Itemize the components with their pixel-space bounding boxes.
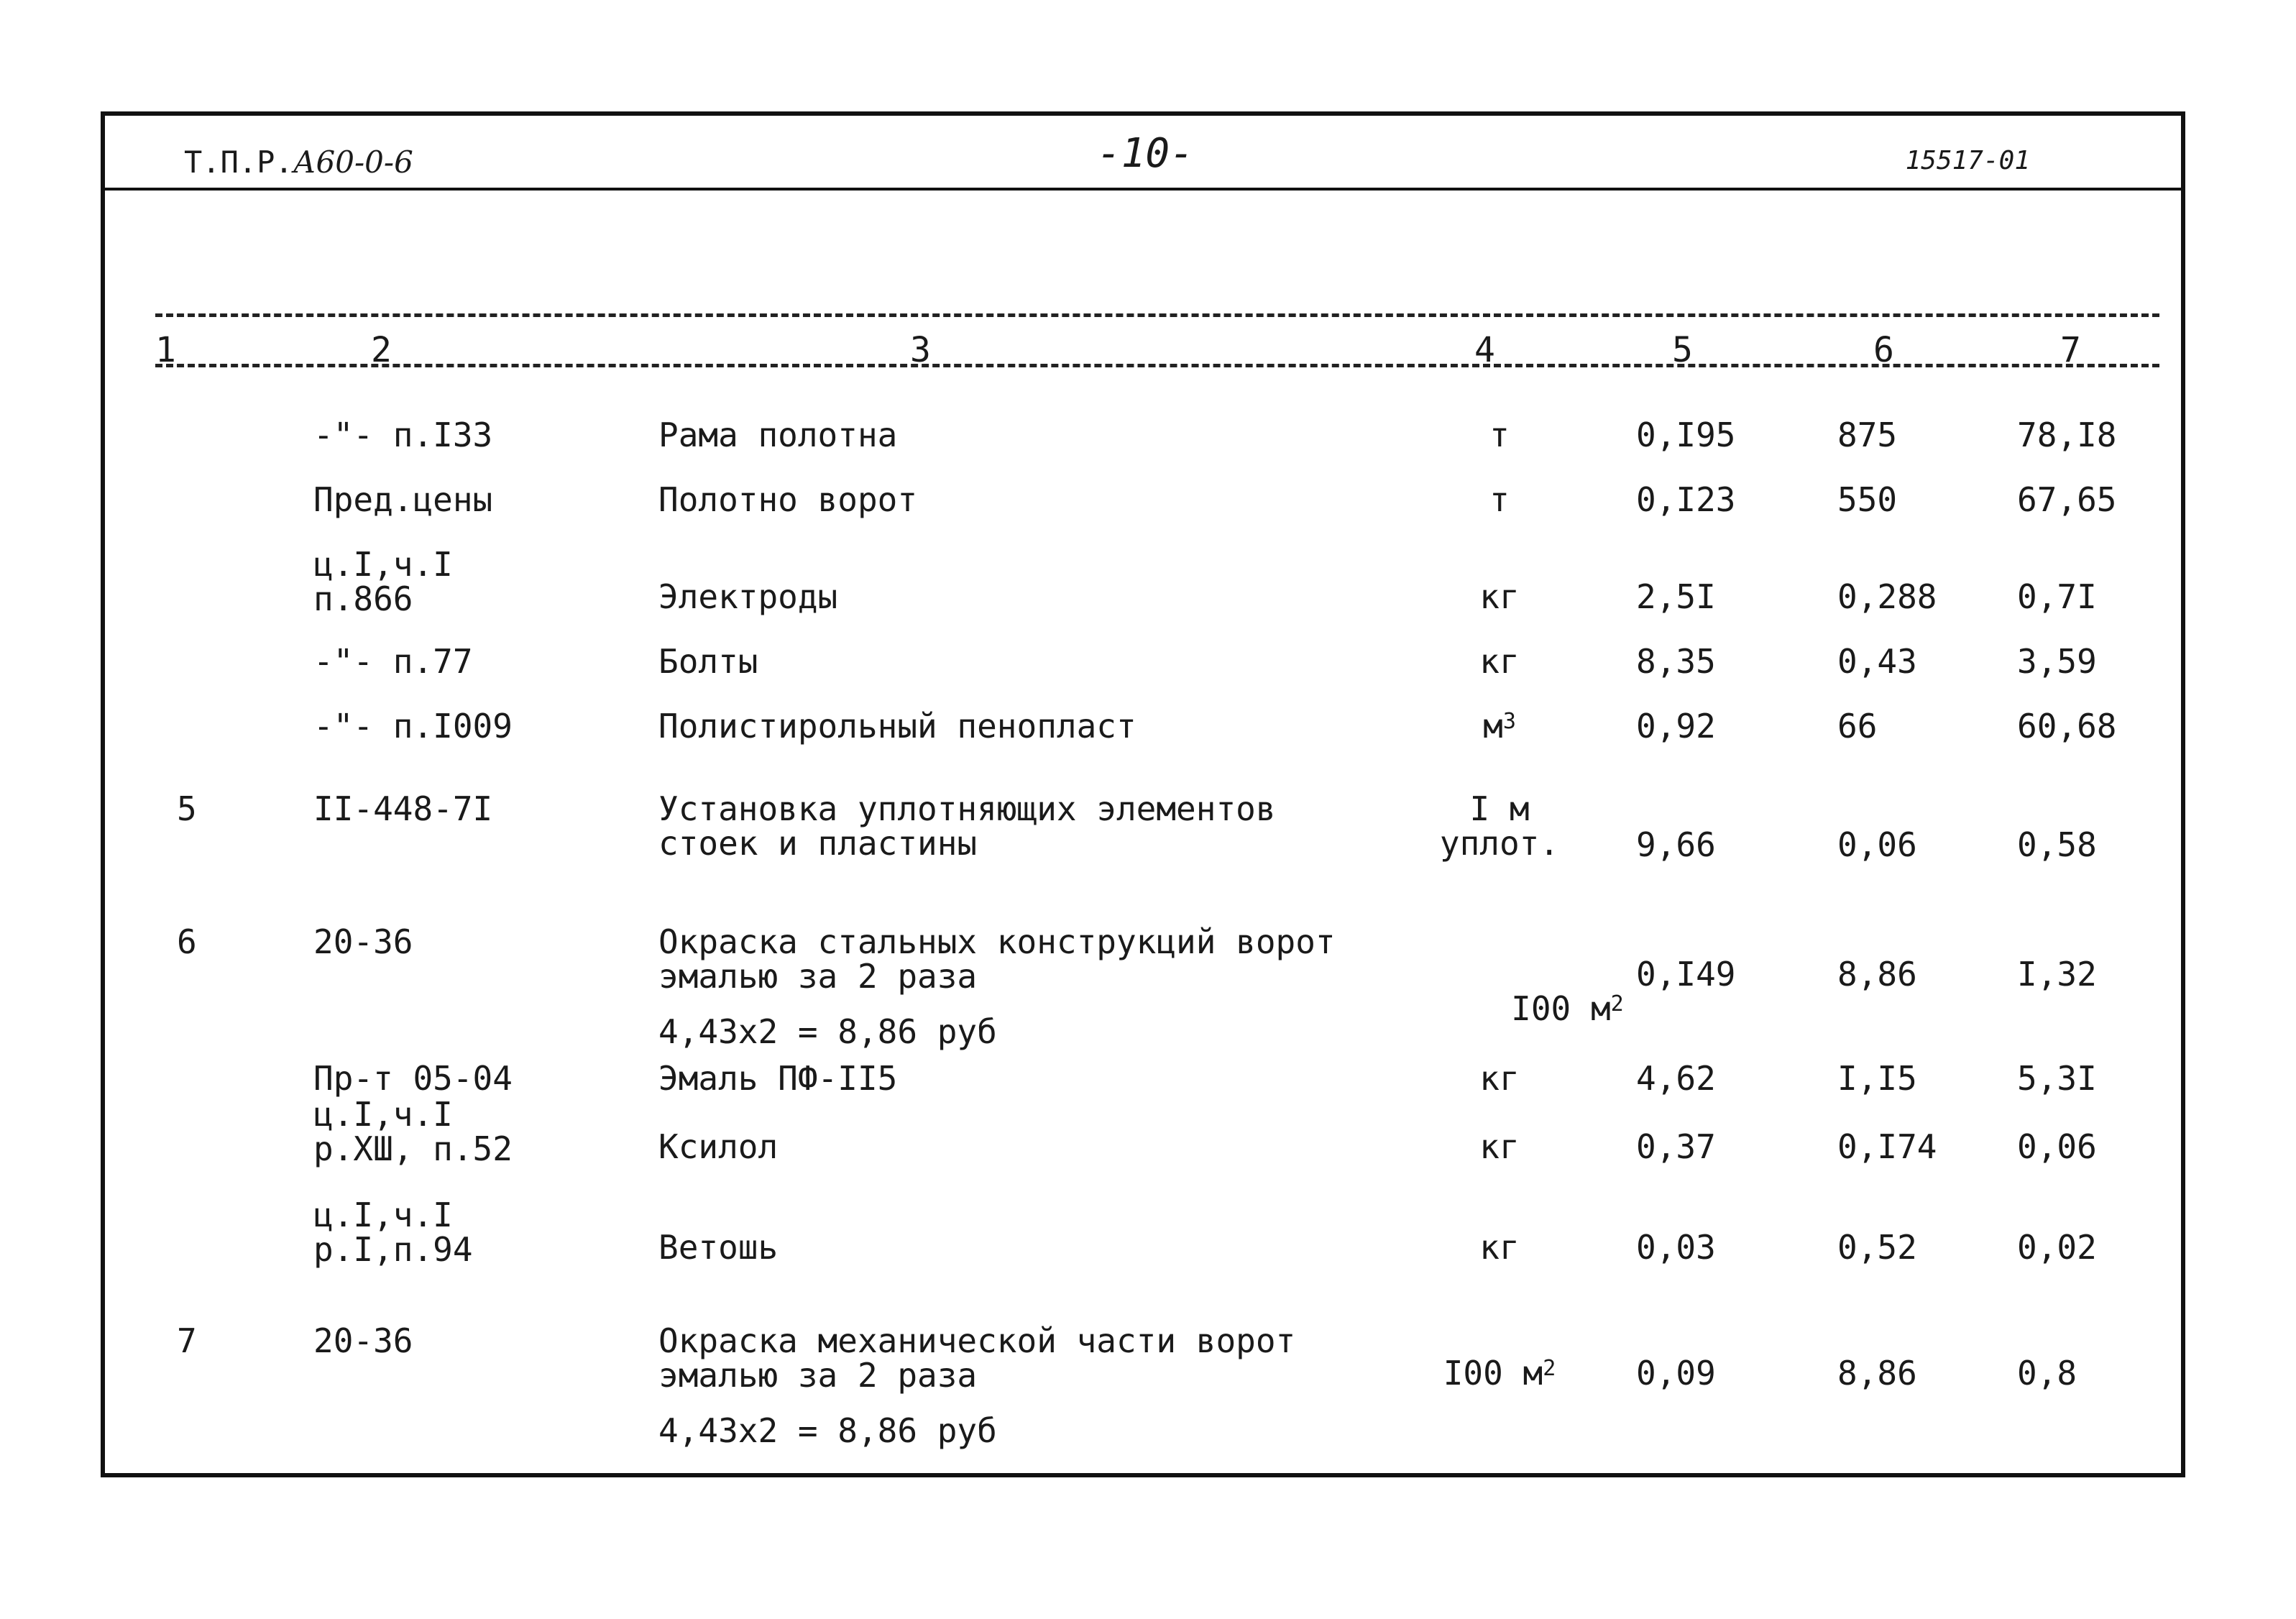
row-unit-price: 0,52 [1837,1228,1917,1267]
row-description: Окраска механической части ворот эмалью за 2 раза [658,1321,1296,1395]
unit-prefix: I00 $м^2$ [1511,989,1624,1028]
row-description: Болты [658,642,758,681]
row-reference: Пр-т 05-04 [313,1059,513,1098]
doc-inventory-number: 15517-01 [1905,146,2030,175]
row-number: 5 [177,789,197,828]
column-header-top-rule [155,313,2159,317]
column-number-2: 2 [371,330,392,370]
row-quantity: 0,03 [1636,1228,1716,1267]
row-unit: кг [1479,1059,1520,1098]
row-unit: кг [1479,1127,1520,1166]
row-total: I,32 [2017,955,2097,994]
row-unit: $м^3$ [1483,707,1516,746]
row-unit-price: 8,86 [1837,1354,1917,1393]
row-unit-price: 550 [1837,480,1898,519]
row-reference: 20-36 [313,1321,413,1360]
row-unit [1392,957,1624,1060]
row-unit: кг [1479,1228,1520,1267]
row-unit-price: 0,06 [1837,825,1917,864]
row-reference: Пред.цены [313,480,493,519]
row-quantity: 0,I49 [1636,955,1736,994]
header-divider [105,188,2181,191]
row-description: Ксилол [658,1127,779,1166]
row-calculation-note: 4,43х2 = 8,86 руб [658,1411,997,1450]
row-reference: 20-36 [313,922,413,961]
page-number: -10- [1097,130,1194,177]
row-unit: I00 $м^2$ [1443,1354,1556,1393]
row-description: Установка уплотняющих элементов стоек и пластины [658,789,1276,863]
unit-exponent: 3 [1502,709,1516,734]
column-number-6: 6 [1873,330,1894,370]
column-number-1: 1 [155,330,176,370]
row-quantity: 0,92 [1636,707,1716,746]
row-total: 5,3I [2017,1059,2097,1098]
doc-reference-code: А60-0-6 [293,145,413,180]
row-quantity: 0,I23 [1636,480,1736,519]
row-unit: I м уплот. [1439,789,1560,863]
row-unit-price: I,I5 [1837,1059,1917,1098]
row-total: 78,I8 [2017,416,2117,454]
row-description: Эмаль ПФ-II5 [658,1059,898,1098]
row-quantity: 9,66 [1636,825,1716,864]
row-total: 67,65 [2017,480,2117,519]
row-reference: ц.I,ч.I р.XШ, п.52 [313,1095,513,1168]
row-reference: -"- п.I33 [313,416,493,454]
row-unit-price: 875 [1837,416,1898,454]
row-total: 3,59 [2017,642,2097,681]
row-reference: ц.I,ч.I п.866 [313,545,453,618]
row-description: Окраска стальных конструкций ворот эмалью за 2 раза [658,922,1336,996]
row-total: 0,8 [2017,1354,2077,1393]
row-description: Полистирольный пенопласт [658,707,1136,746]
row-calculation-note: 4,43х2 = 8,86 руб [658,1012,997,1051]
column-number-4: 4 [1474,330,1495,370]
row-total: 0,06 [2017,1127,2097,1166]
row-unit: кг [1479,642,1520,681]
row-unit-price: 8,86 [1837,955,1917,994]
column-number-3: 3 [910,330,931,370]
row-reference: II-448-7I [313,789,493,828]
row-unit-price: 66 [1837,707,1878,746]
row-unit-price: 0,I74 [1837,1127,1937,1166]
row-quantity: 2,5I [1636,577,1716,616]
row-unit: кг [1479,577,1520,616]
row-unit-price: 0,43 [1837,642,1917,681]
row-number: 7 [177,1321,197,1360]
row-total: 0,7I [2017,577,2097,616]
row-total: 0,58 [2017,825,2097,864]
doc-reference [184,145,413,180]
column-header-bottom-rule [155,364,2159,367]
doc-reference-prefix: Т.П.Р. [184,145,293,180]
column-number-5: 5 [1672,330,1693,370]
row-quantity: 4,62 [1636,1059,1716,1098]
row-quantity: 0,37 [1636,1127,1716,1166]
column-number-7: 7 [2060,330,2081,370]
row-quantity: 8,35 [1636,642,1716,681]
row-description: Ветошь [658,1228,779,1267]
document-sheet [101,111,2185,1477]
row-description: Рама полотна [658,416,898,454]
row-reference: ц.I,ч.I р.I,п.94 [313,1196,473,1269]
row-quantity: 0,09 [1636,1354,1716,1393]
row-number: 6 [177,922,197,961]
unit-exponent: 2 [1610,991,1624,1017]
row-quantity: 0,I95 [1636,416,1736,454]
row-total: 60,68 [2017,707,2117,746]
row-reference: -"- п.I009 [313,707,513,746]
row-description: Полотно ворот [658,480,918,519]
row-reference: -"- п.77 [313,642,473,681]
row-unit-price: 0,288 [1837,577,1937,616]
unit-exponent: 2 [1543,1356,1556,1381]
row-description: Электроды [658,577,838,616]
row-unit: т [1489,480,1510,519]
row-unit: т [1489,416,1510,454]
row-total: 0,02 [2017,1228,2097,1267]
